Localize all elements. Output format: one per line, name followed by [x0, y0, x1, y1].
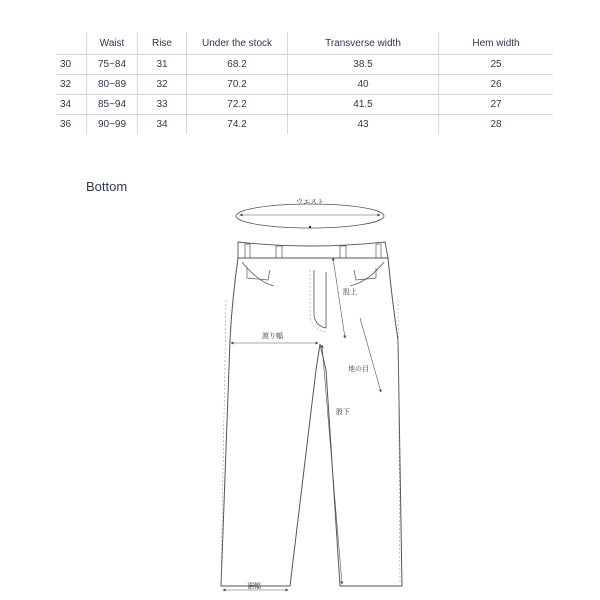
cell-under-the-stock: 74.2: [187, 115, 288, 135]
header-transverse-width: Transverse width: [288, 32, 439, 55]
cell-size: 32: [56, 75, 87, 95]
hem-label: 裾幅: [247, 582, 261, 590]
cell-transverse-width: 41.5: [288, 95, 439, 115]
cell-rise: 31: [138, 55, 187, 75]
cell-hem-width: 28: [439, 115, 554, 135]
thigh-label: 渡り幅: [262, 332, 283, 340]
header-hem-width: Hem width: [439, 32, 554, 55]
cell-hem-width: 26: [439, 75, 554, 95]
header-waist: Waist: [87, 32, 138, 55]
waist-ellipse: [236, 204, 384, 228]
cell-size: 34: [56, 95, 87, 115]
cell-hem-width: 25: [439, 55, 554, 75]
cell-transverse-width: 43: [288, 115, 439, 135]
cell-transverse-width: 40: [288, 75, 439, 95]
cell-waist: 85~94: [87, 95, 138, 115]
rise-label: 股上: [343, 288, 357, 296]
waist-label: ウエスト: [296, 198, 324, 206]
cell-under-the-stock: 68.2: [187, 55, 288, 75]
header-under-the-stock: Under the stock: [187, 32, 288, 55]
pants-outline: [221, 258, 402, 586]
cell-waist: 75~84: [87, 55, 138, 75]
cell-rise: 33: [138, 95, 187, 115]
cell-waist: 80~89: [87, 75, 138, 95]
cell-size: 30: [56, 55, 87, 75]
cell-under-the-stock: 72.2: [187, 95, 288, 115]
cell-transverse-width: 38.5: [288, 55, 439, 75]
cell-hem-width: 27: [439, 95, 554, 115]
cell-waist: 90~99: [87, 115, 138, 135]
section-title: Bottom: [86, 179, 128, 194]
cell-size: 36: [56, 115, 87, 135]
header-rise: Rise: [138, 32, 187, 55]
cell-under-the-stock: 70.2: [187, 75, 288, 95]
cell-rise: 34: [138, 115, 187, 135]
inseam-label: 股下: [336, 408, 350, 416]
cell-rise: 32: [138, 75, 187, 95]
grain-label: 地の目: [348, 365, 369, 373]
